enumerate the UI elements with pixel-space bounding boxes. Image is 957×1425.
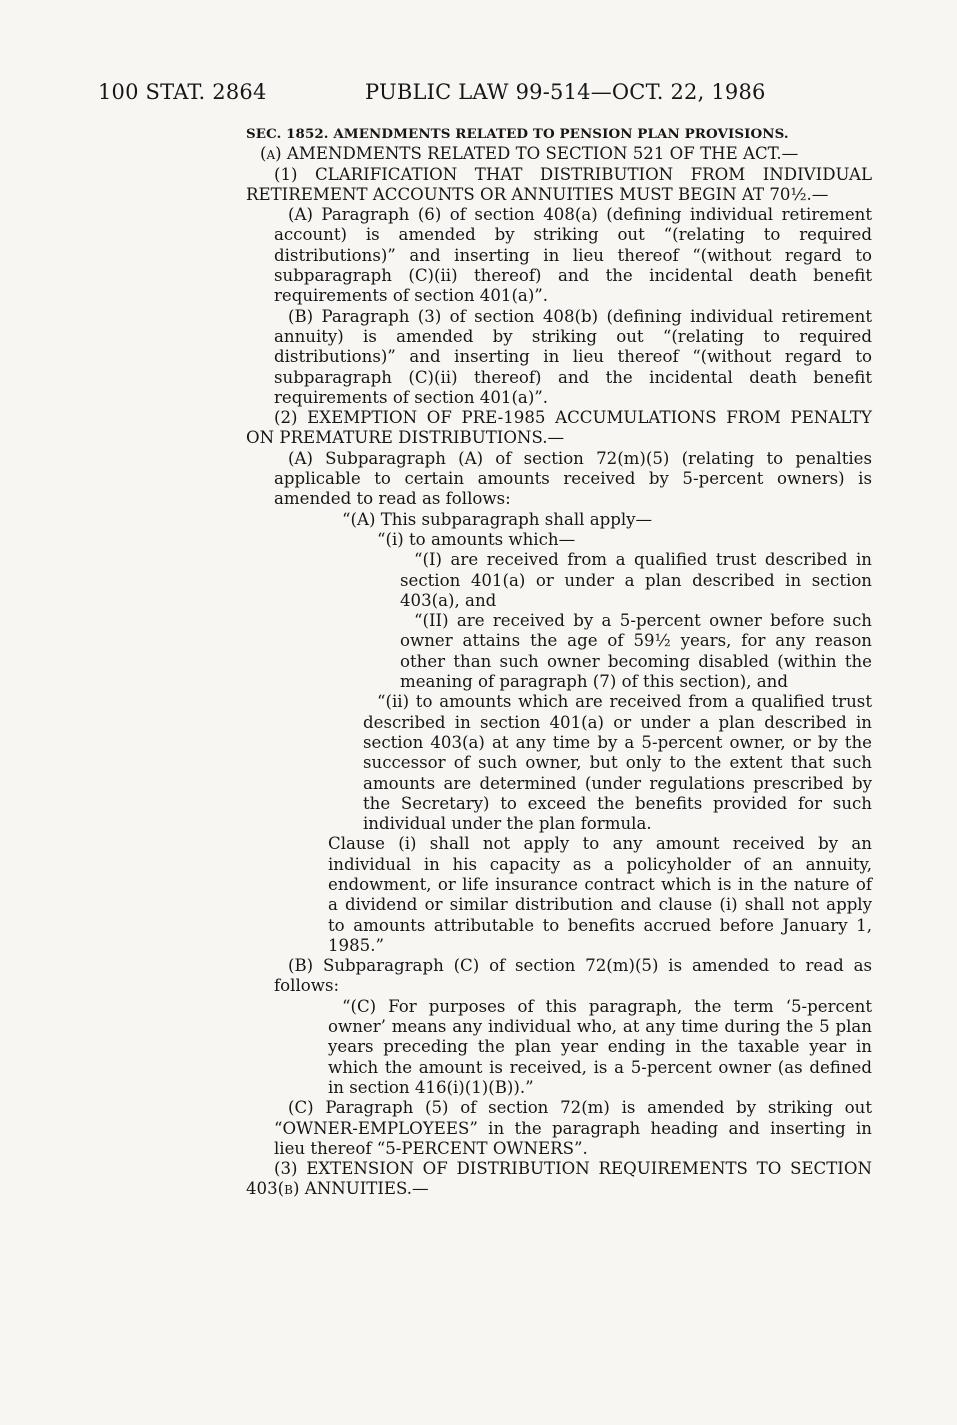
quoted-subclause-II: “(II) are received by a 5-percent owner before such owner attains the age of 59½ years, for any reason other than such owner becoming disabled (within the meaning of paragraph (7) of this section), and bbox=[400, 611, 872, 692]
public-law-citation: PUBLIC LAW 99-514—OCT. 22, 1986 bbox=[365, 80, 766, 104]
quoted-clause-ii: “(ii) to amounts which are received from a qualified trust described in section 401(a) or under a plan described in section 403(a) at any time by a 5-percent owner, or by the successor of such owner, but only to the extent that such amounts are determined (under regulations prescribed by the Secretary) to exceed the benefits provided for such individual under the plan formula. bbox=[363, 692, 872, 834]
paragraph-2-C: (C) Paragraph (5) of section 72(m) is amended by striking out “OWNER-EMPLOYEES” in the paragraph heading and inserting in lieu thereof “5-PERCENT OWNERS”. bbox=[274, 1098, 872, 1158]
statute-citation: 100 STAT. 2864 bbox=[98, 80, 267, 104]
paragraph-2-A: (A) Subparagraph (A) of section 72(m)(5) (relating to penalties applicable to certain amounts received by 5-percent owners) is amended to read as follows: bbox=[274, 448, 872, 509]
quoted-closing-clause: Clause (i) shall not apply to any amount received by an individual in his capacity as a policyholder of an annuity, endowment, or life insurance contract which is in the nature of a dividend or similar distribution and clause (i) shall not apply to amounts attributable to benefits accrued before January 1, 1985.” bbox=[328, 834, 872, 955]
quoted-clause-i: “(i) to amounts which— bbox=[377, 529, 576, 549]
paragraph-1-A: (A) Paragraph (6) of section 408(a) (defining individual retirement account) is amended by striking out “(relating to required distributions)” and inserting in lieu thereof “(without regard to subparagraph (C)(ii) thereof) and the incidental death benefit requirements of section 401(a)”. bbox=[274, 205, 872, 306]
paragraph-1-heading: (1) CLARIFICATION THAT DISTRIBUTION FROM INDIVIDUAL RETIREMENT ACCOUNTS OR ANNUITIES MUST BEGIN AT 70½.— bbox=[246, 164, 872, 204]
paragraph-2-heading: (2) EXEMPTION OF PRE-1985 ACCUMULATIONS FROM PENALTY ON PREMATURE DISTRIBUTIONS.— bbox=[246, 408, 872, 448]
section-title: SEC. 1852. AMENDMENTS RELATED TO PENSION PLAN PROVISIONS. bbox=[246, 126, 789, 142]
document-body bbox=[246, 124, 872, 1200]
quoted-subparagraph-A: “(A) This subparagraph shall apply— bbox=[342, 509, 653, 529]
paragraph-3-heading: (3) EXTENSION OF DISTRIBUTION REQUIREMENTS TO SECTION 403(b) ANNUITIES.— bbox=[246, 1159, 872, 1199]
paragraph-2-B: (B) Subparagraph (C) of section 72(m)(5) is amended to read as follows: bbox=[274, 956, 872, 996]
paragraph-1-B: (B) Paragraph (3) of section 408(b) (defining individual retirement annuity) is amended by striking out “(relating to required distributions)” and inserting in lieu thereof “(without regard to subparagraph (C)(ii) thereof) and the incidental death benefit requirements of section 401(a)”. bbox=[274, 306, 872, 407]
subsection-a-heading: (a) AMENDMENTS RELATED TO SECTION 521 OF THE ACT.— bbox=[260, 144, 799, 164]
quoted-subparagraph-C: “(C) For purposes of this paragraph, the term ‘5-percent owner’ means any individual who, at any time during the 5 plan years preceding the plan year ending in the taxable year in which the amount is received, is a 5-percent owner (as defined in section 416(i)(1)(B)).” bbox=[328, 996, 872, 1097]
quoted-subclause-I: “(I) are received from a qualified trust described in section 401(a) or under a plan described in section 403(a), and bbox=[400, 550, 872, 610]
